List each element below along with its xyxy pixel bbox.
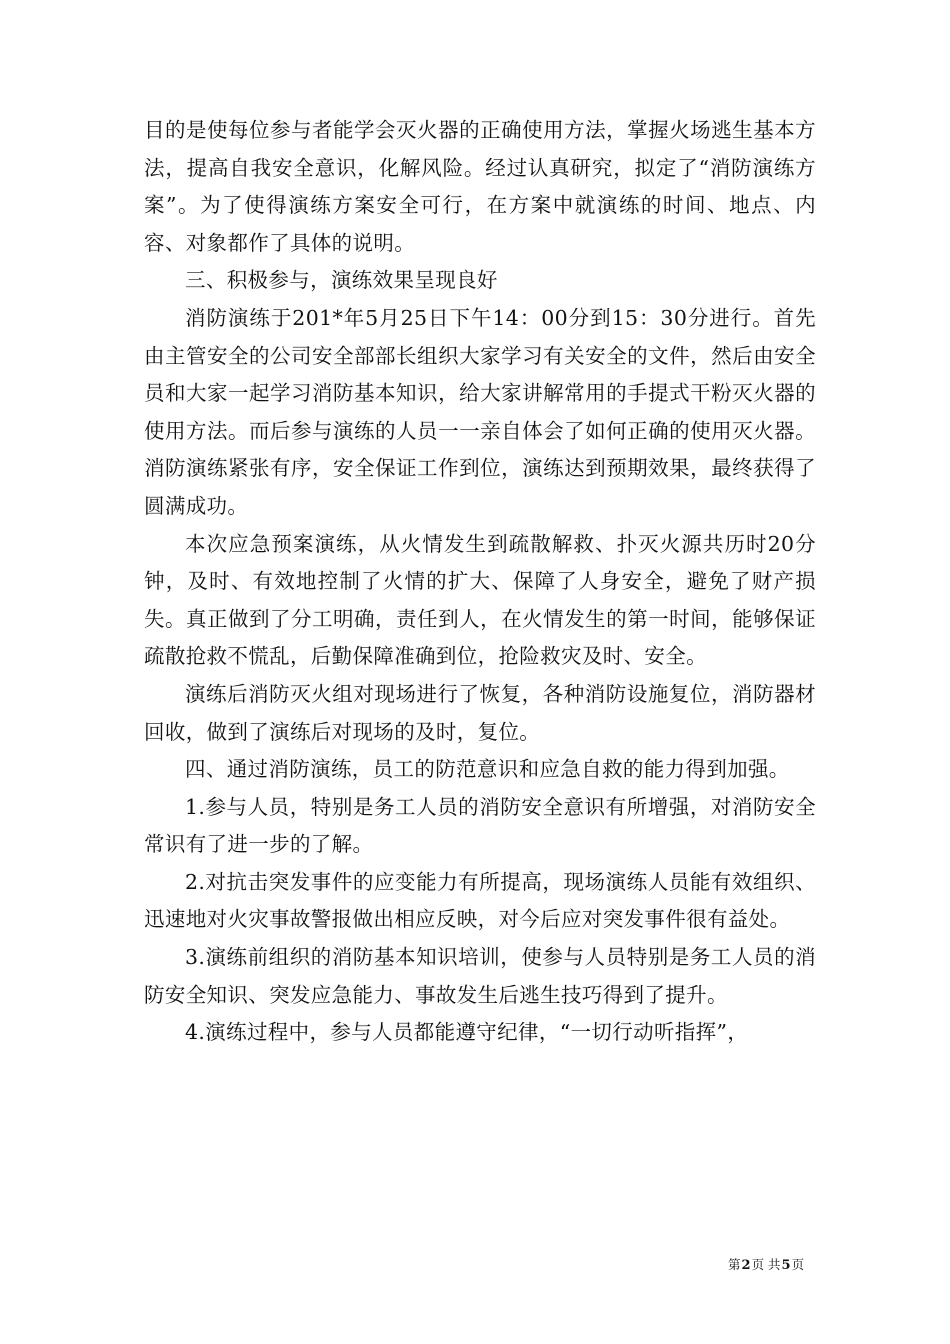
list-item-4: 4.演练过程中，参与人员都能遵守纪律，“一切行动听指挥”，	[185, 1020, 749, 1045]
paragraph-2: 消防演练于201*年5月25日下午14：00分到15：30分进行。首先由主管安全的公司安全部部长组织大家学习有关安全的文件，然后由安全员和大家一起学习消防基本知识，给大家讲解常用的手提式干粉灭火器的使用方法。而后参与演练的人员一一亲自体会了如何正确的使用灭火器。消防演练紧张有序，安全保证工作到位，演练达到预期效果，最终获得了圆满成功。	[144, 305, 816, 518]
footer-total-pages: 5	[781, 1258, 791, 1273]
list-item-3: 3.演练前组织的消防基本知识培训，使参与人员特别是务工人员的消防安全知识、突发应急能力、事故发生后逃生技巧得到了提升。	[144, 945, 816, 1007]
paragraph-1: 目的是使每位参与者能学会灭火器的正确使用方法，掌握火场逃生基本方法，提高自我安全意识，化解风险。经过认真研究，拟定了“消防演练方案”。为了使得演练方案安全可行，在方案中就演练的时间、地点、内容、对象都作了具体的说明。	[144, 118, 816, 255]
footer-suffix: 页	[791, 1257, 805, 1272]
page-footer	[728, 1257, 804, 1274]
footer-prefix: 第	[728, 1257, 741, 1272]
paragraph-4: 演练后消防灭火组对现场进行了恢复，各种消防设施复位，消防器材回收，做到了演练后对现场的及时，复位。	[144, 681, 816, 744]
list-item-1: 1.参与人员，特别是务工人员的消防安全意识有所增强，对消防安全常识有了进一步的了解。	[144, 794, 816, 857]
document-body	[144, 112, 816, 1052]
footer-current-page: 2	[741, 1258, 751, 1273]
list-item-2: 2.对抗击突发事件的应变能力有所提高，现场演练人员能有效组织、迅速地对火灾事故警报做出相应反映，对今后应对突发事件很有益处。	[144, 869, 816, 932]
section-heading-3: 三、积极参与，演练效果呈现良好	[185, 268, 498, 293]
footer-middle: 页 共	[751, 1257, 781, 1272]
section-heading-4: 四、通过消防演练，员工的防范意识和应急自救的能力得到加强。	[185, 757, 790, 782]
paragraph-3: 本次应急预案演练，从火情发生到疏散解救、扑灭火源共历时20分钟，及时、有效地控制了火情的扩大、保障了人身安全，避免了财产损失。真正做到了分工明确，责任到人，在火情发生的第一时间，能够保证疏散抢救不慌乱，后勤保障准确到位，抢险救灾及时、安全。	[144, 531, 816, 669]
